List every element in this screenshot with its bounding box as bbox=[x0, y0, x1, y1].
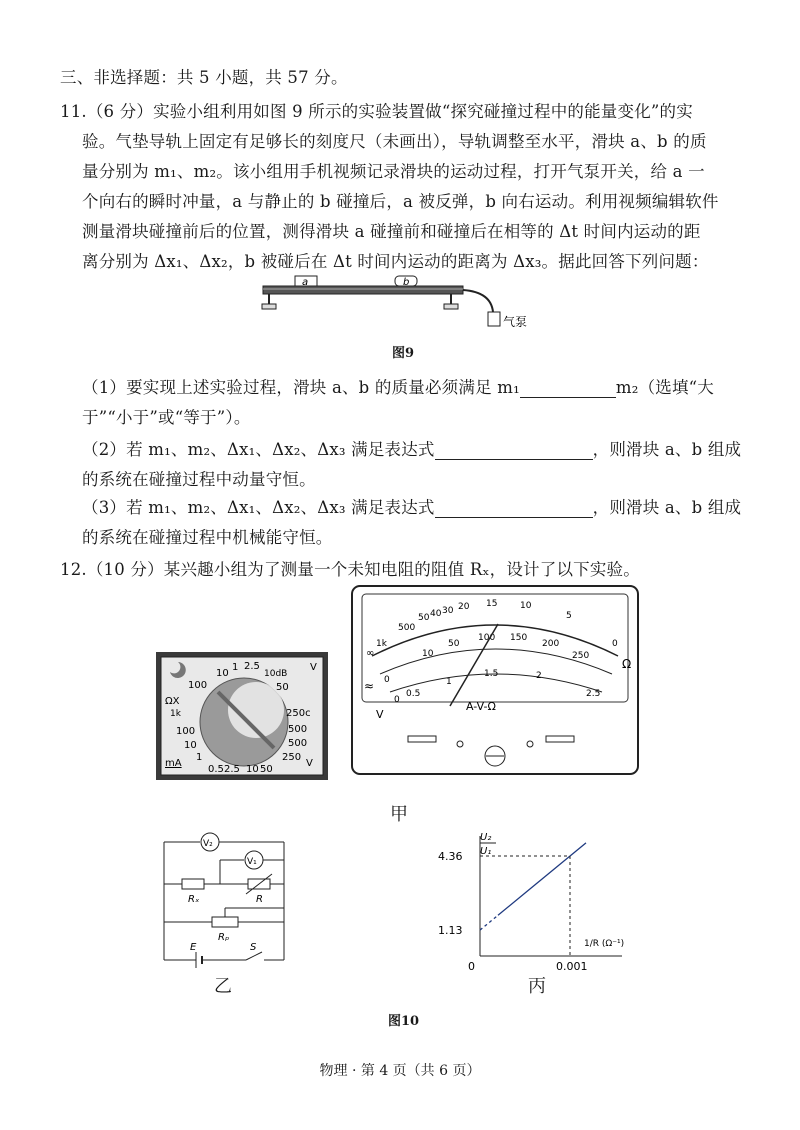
dial-label: V bbox=[306, 758, 313, 769]
scale-label: 1k bbox=[376, 639, 387, 649]
multimeter-face bbox=[350, 584, 640, 776]
scale-label: 0 bbox=[384, 675, 390, 685]
pump-label: 气泵 bbox=[503, 315, 528, 329]
dial-label: 10 bbox=[184, 740, 197, 751]
dial-label: 10 bbox=[216, 668, 229, 679]
label-jia: 甲 bbox=[390, 804, 408, 825]
label-yi: 乙 bbox=[214, 976, 232, 997]
air-track-figure bbox=[255, 274, 555, 336]
dial-label: 1k bbox=[170, 709, 181, 719]
scale-label: 1 bbox=[446, 677, 452, 687]
q11-sub3-line2: 的系统在碰撞过程中机械能守恒。 bbox=[82, 528, 333, 547]
x-label: 1/R (Ω⁻¹) bbox=[584, 939, 625, 949]
sub3-text: （3）若 m₁、m₂、Δx₁、Δx₂、Δx₃ 满足表达式 bbox=[82, 498, 435, 517]
label-bing: 丙 bbox=[528, 976, 546, 997]
section-heading: 三、非选择题：共 5 小题，共 57 分。 bbox=[60, 68, 348, 87]
q11-sub1 bbox=[82, 374, 714, 398]
dial-label: 2.5 bbox=[244, 661, 260, 672]
dial-label: 250c bbox=[286, 708, 311, 719]
scale-label: 20 bbox=[458, 602, 470, 612]
slider-b-label: b bbox=[403, 277, 410, 288]
meter-center-text: A-V-Ω bbox=[466, 700, 496, 713]
dial-label: 500 bbox=[288, 738, 308, 749]
slider-a-label: a bbox=[302, 277, 309, 288]
graph-bing bbox=[430, 828, 630, 976]
scale-label: 500 bbox=[398, 623, 416, 633]
v-mark: V bbox=[376, 708, 384, 721]
q11-sub3 bbox=[82, 494, 741, 518]
ohm-mark: Ω bbox=[622, 657, 632, 671]
sub2-text: （2）若 m₁、m₂、Δx₁、Δx₂、Δx₃ 满足表达式 bbox=[82, 440, 435, 459]
scale-label: 10 bbox=[422, 649, 434, 659]
e-label: E bbox=[190, 942, 197, 953]
rx-label: Rₓ bbox=[188, 894, 200, 905]
resistor-rx bbox=[182, 879, 204, 889]
scale-label: 150 bbox=[510, 633, 528, 643]
dial-label: mA bbox=[165, 758, 182, 769]
scale-label: ∞ bbox=[366, 648, 375, 659]
dial-label: 100 bbox=[188, 680, 208, 691]
sub1-text-after: m₂（选填“大 bbox=[615, 378, 715, 397]
dial-label: 10 bbox=[246, 764, 259, 775]
dial-label: ΩX bbox=[165, 696, 180, 707]
s-label: S bbox=[250, 942, 257, 953]
dial-label: 1 bbox=[196, 752, 203, 763]
sub3-text-after: ，则滑块 a、b 组成 bbox=[592, 498, 742, 517]
sub2-text-after: ，则滑块 a、b 组成 bbox=[592, 440, 742, 459]
page-footer: 物理 · 第 4 页（共 6 页） bbox=[319, 1063, 481, 1079]
q11-sub2-line2: 的系统在碰撞过程中动量守恒。 bbox=[82, 470, 316, 489]
q11-line-3: 量分别为 m₁、m₂。该小组用手机视频记录滑块的运动过程，打开气泵开关，给 a 一 bbox=[82, 162, 705, 181]
circuit-diagram bbox=[152, 828, 292, 976]
multimeter-dial bbox=[156, 652, 328, 780]
scale-label: 0.5 bbox=[406, 689, 421, 699]
q11-line-1: 11.（6 分）实验小组利用如图 9 所示的实验装置做“探究碰撞过程中的能量变化”的实 bbox=[60, 102, 693, 121]
y-label-top: U₂ bbox=[480, 832, 492, 843]
sub1-text: （1）要实现上述实验过程，滑块 a、b 的质量必须满足 m₁ bbox=[82, 378, 520, 397]
answer-blank-1[interactable] bbox=[520, 379, 616, 398]
rp-label: Rₚ bbox=[218, 932, 230, 943]
scale-label: 0 bbox=[394, 695, 400, 705]
dial-label: 2.5 bbox=[224, 764, 240, 775]
v1-label: V₁ bbox=[247, 857, 257, 867]
dial-label: 1 bbox=[232, 662, 239, 673]
scale-label: 2.5 bbox=[586, 689, 601, 699]
ac-mark: ≈ bbox=[364, 679, 375, 693]
air-track bbox=[263, 286, 463, 294]
series-line-dashed bbox=[480, 915, 498, 930]
origin-label: 0 bbox=[468, 960, 475, 973]
pump-icon bbox=[488, 312, 500, 326]
scale-label: 15 bbox=[486, 599, 498, 609]
scale-label: 100 bbox=[478, 633, 496, 643]
scale-label: 2 bbox=[536, 671, 542, 681]
scale-label: 1.5 bbox=[484, 669, 499, 679]
q11-line-4: 个向右的瞬时冲量，a 与静止的 b 碰撞后，a 被反弹，b 向右运动。利用视频编辑软件 bbox=[82, 192, 719, 211]
x-tick: 0.001 bbox=[556, 960, 588, 973]
scale-label: 50 bbox=[418, 613, 430, 623]
q11-sub1-line2: 于”“小于”或“等于”）。 bbox=[82, 408, 251, 427]
answer-blank-3[interactable] bbox=[435, 499, 593, 518]
q12-line: 12.（10 分）某兴趣小组为了测量一个未知电阻的阻值 Rₓ，设计了以下实验。 bbox=[60, 560, 640, 579]
dial-label: V bbox=[310, 662, 317, 673]
pump-hose bbox=[463, 290, 493, 312]
switch-icon bbox=[246, 952, 262, 960]
figure-10-caption: 图10 bbox=[388, 1014, 420, 1029]
q11-line-6: 离分别为 Δx₁、Δx₂，b 被碰后在 Δt 时间内运动的距离为 Δx₃。据此回答下列问题： bbox=[82, 252, 709, 271]
q11-sub2 bbox=[82, 436, 741, 460]
scale-label: 5 bbox=[566, 611, 572, 621]
scale-label: 30 bbox=[442, 606, 454, 616]
dial-label: 50 bbox=[276, 682, 289, 693]
series-line bbox=[498, 843, 586, 915]
rheostat-rp bbox=[212, 917, 238, 927]
scale-label: 50 bbox=[448, 639, 460, 649]
dial-label: 50 bbox=[260, 764, 273, 775]
figure-9-caption: 图9 bbox=[392, 346, 415, 361]
q11-line-2: 验。气垫导轨上固定有足够长的刻度尺（未画出），导轨调整至水平，滑块 a、b 的质 bbox=[82, 132, 707, 151]
v2-label: V₂ bbox=[203, 839, 213, 849]
r-label: R bbox=[256, 894, 263, 905]
scale-label: 200 bbox=[542, 639, 560, 649]
scale-label: 10 bbox=[520, 601, 532, 611]
y-tick-low: 1.13 bbox=[438, 924, 463, 938]
dial-label: 500 bbox=[288, 724, 308, 735]
y-label-bottom: U₁ bbox=[480, 846, 492, 857]
dial-label: 10dB bbox=[264, 669, 288, 679]
q11-line-5: 测量滑块碰撞前后的位置，测得滑块 a 碰撞前和碰撞后在相等的 Δt 时间内运动的距 bbox=[82, 222, 701, 241]
answer-blank-2[interactable] bbox=[435, 441, 593, 460]
y-tick-high: 4.36 bbox=[438, 850, 463, 863]
dial-label: 0.5 bbox=[208, 764, 224, 775]
scale-label: 40 bbox=[430, 609, 442, 619]
dial-label: 250 bbox=[282, 752, 302, 763]
scale-label: 250 bbox=[572, 651, 590, 661]
scale-label: 0 bbox=[612, 639, 618, 649]
dial-label: 100 bbox=[176, 726, 196, 737]
